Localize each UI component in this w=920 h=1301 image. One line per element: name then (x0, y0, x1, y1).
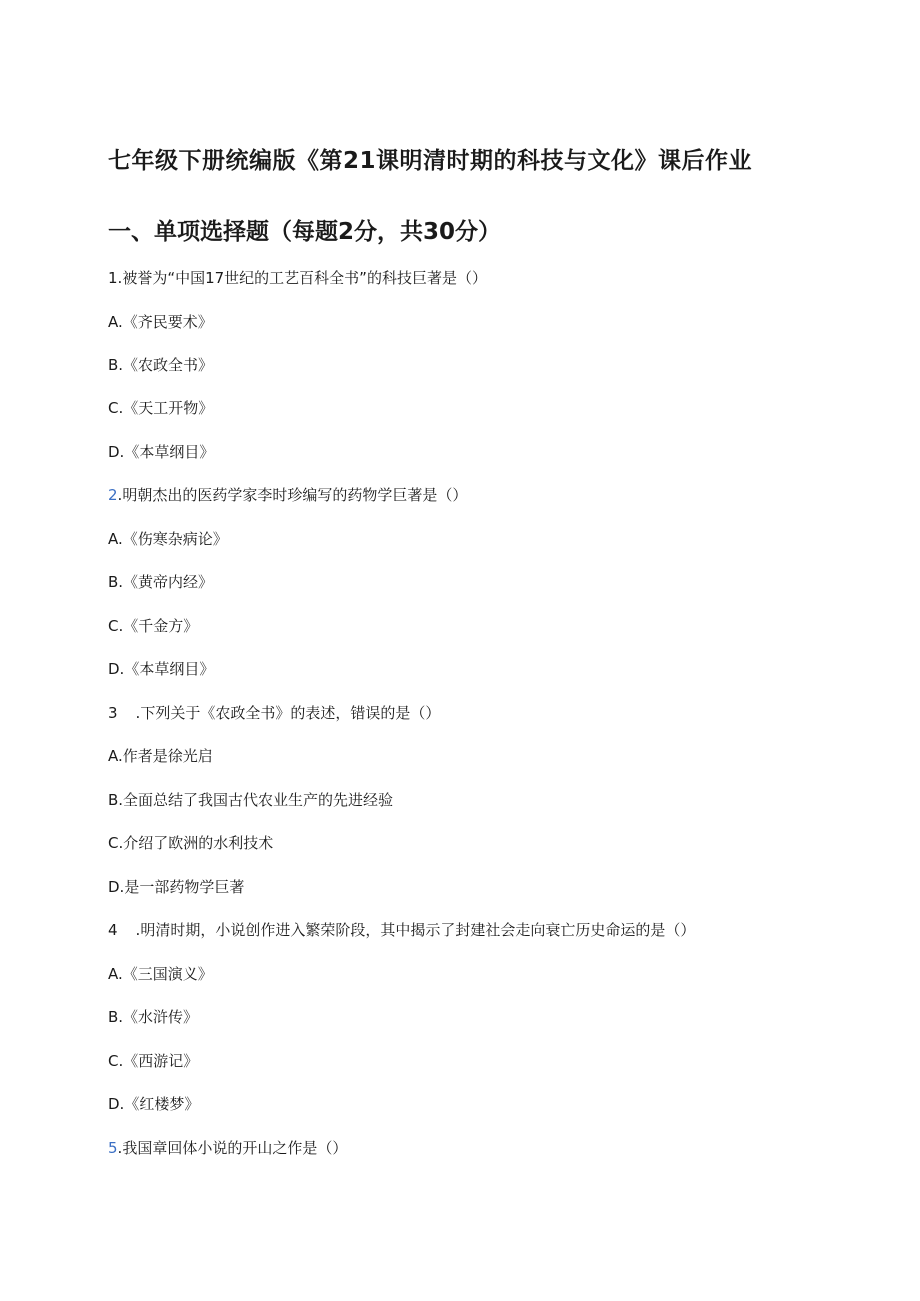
question-1-option-c: C.《天工开物》 (108, 399, 214, 417)
section-title: 一、单项选择题（每题2分，共30分） (108, 219, 502, 245)
question-4-option-a: A.《三国演义》 (108, 965, 213, 983)
question-2-option-a: A.《伤寒杂病论》 (108, 530, 228, 548)
question-3 (108, 703, 440, 723)
question-text: .下列关于《农政全书》的表述，错误的是（） (135, 704, 441, 722)
question-number: 2 (108, 486, 118, 504)
question-number: 3 (108, 704, 118, 722)
document-title: 七年级下册统编版《第21课明清时期的科技与文化》课后作业 (108, 148, 753, 174)
question-2-option-c: C.《千金方》 (108, 617, 199, 635)
question-3-option-b: B.全面总结了我国古代农业生产的先进经验 (108, 791, 394, 809)
question-1 (108, 268, 487, 288)
question-4-option-d: D.《红楼梦》 (108, 1095, 200, 1113)
question-1-option-b: B.《农政全书》 (108, 356, 214, 374)
question-3-option-a: A.作者是徐光启 (108, 747, 213, 765)
question-2-option-b: B.《黄帝内经》 (108, 573, 214, 591)
question-1-option-a: A.《齐民要术》 (108, 313, 213, 331)
question-4-option-c: C.《西游记》 (108, 1052, 199, 1070)
question-2 (108, 485, 467, 505)
question-4-option-b: B.《水浒传》 (108, 1008, 199, 1026)
question-3-option-d: D.是一部药物学巨著 (108, 878, 245, 896)
question-number: 4 (108, 921, 118, 939)
question-text: .明朝杰出的医药学家李时珍编写的药物学巨著是（） (117, 486, 468, 504)
question-text: .明清时期，小说创作进入繁荣阶段，其中揭示了封建社会走向衰亡历史命运的是（） (135, 921, 696, 939)
question-number: 1 (108, 269, 118, 287)
question-1-option-d: D.《本草纲目》 (108, 443, 215, 461)
question-5 (108, 1138, 347, 1158)
question-text: .我国章回体小说的开山之作是（） (117, 1139, 348, 1157)
question-2-option-d: D.《本草纲目》 (108, 660, 215, 678)
question-3-option-c: C.介绍了欧洲的水利技术 (108, 834, 274, 852)
question-number: 5 (108, 1139, 118, 1157)
question-text: .被誉为“中国17世纪的工艺百科全书”的科技巨著是（） (117, 269, 487, 287)
question-4 (108, 920, 695, 940)
